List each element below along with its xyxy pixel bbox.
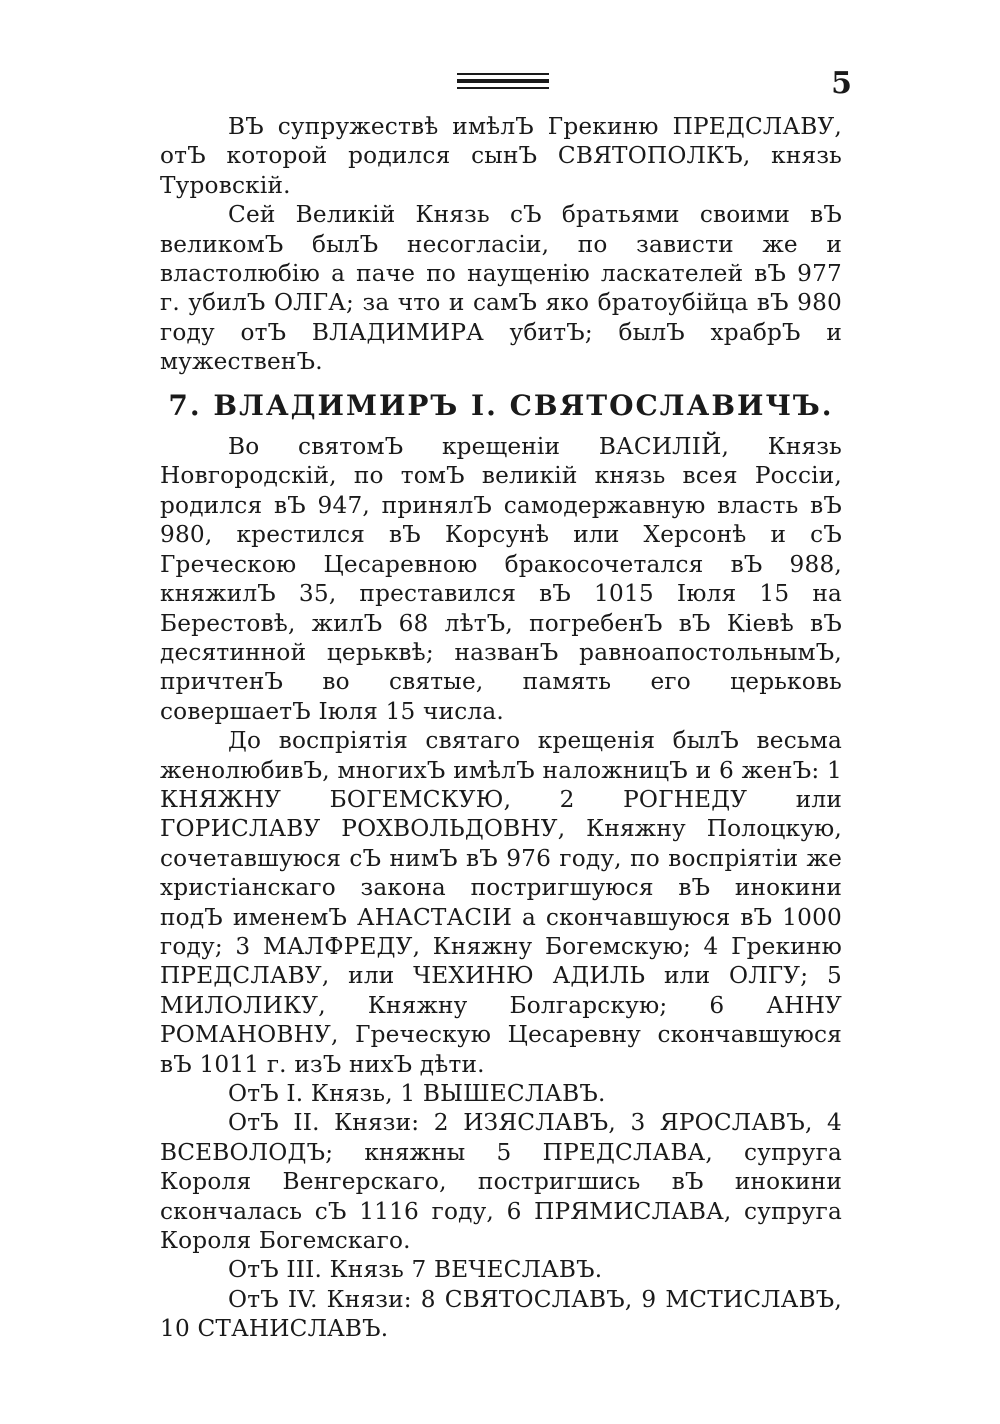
paragraph-grand-prince: Сей Великій Князь сЪ братьями своими вЪ великомЪ былЪ несогласіи, по зависти же и властолюбію а паче по наущенію ласкателей вЪ 977 г. убилЪ ОЛГА; за что и самЪ яко братоубійца вЪ 980 году отЪ ВЛАДИМИРА убитЪ; былЪ храбрЪ и мужественЪ. <box>160 201 842 376</box>
paragraph-baptism: Во святомЪ крещеніи ВАСИЛІЙ, Князь Новгородскій, по томЪ великій князь всея Россіи, родился вЪ 947, принялЪ самодержавную власть вЪ 980, крестился вЪ Корсунѣ или Херсонѣ и сЪ Греческою Цесаревною бракосочетался вЪ 988, княжилЪ 35, преставился вЪ 1015 Іюля 15 на Берестовѣ, жилЪ 68 лѣтЪ, погребенЪ вЪ Кіевѣ вЪ десятинной церьквѣ; названЪ равноапостольнымЪ, причтенЪ во святые, память его церьковь совершаетЪ Іюля 15 числа. <box>160 433 842 725</box>
section-heading: 7. ВЛАДИМИРЪ I. СВЯТОСЛАВИЧЪ. <box>168 388 834 422</box>
page-text <box>160 112 842 1344</box>
paragraph-children-4: ОтЪ IV. Князи: 8 СВЯТОСЛАВЪ, 9 МСТИСЛАВЪ, 10 СТАНИСЛАВЪ. <box>160 1285 842 1343</box>
header-ornament-rule <box>457 73 549 89</box>
paragraph-children-3: ОтЪ III. Князь 7 ВЕЧЕСЛАВЪ. <box>228 1256 603 1284</box>
paragraph-children-2: ОтЪ II. Князи: 2 ИЗЯСЛАВЪ, 3 ЯРОСЛАВЪ, 4 ВСЕВОЛОДЪ; княжны 5 ПРЕДСЛАВА, супруга Короля Венгерскаго, постригшись вЪ инокини скончалась сЪ 1116 году, 6 ПРЯМИСЛАВА, супруга Короля Богемскаго. <box>160 1109 842 1255</box>
page-number: 5 <box>831 66 852 101</box>
paragraph-wives: До воспріятія святаго крещенія былЪ весьма женолюбивЪ, многихЪ имѣлЪ наложницЪ и 6 женЪ: 1 КНЯЖНУ БОГЕМСКУЮ, 2 РОГНЕДУ или ГОРИСЛАВУ РОХВОЛЬДОВНУ, Княжну Полоцкую, сочетавшуюся сЪ нимЪ вЪ 976 году, по воспріятіи же христіанскаго закона постригшуюся вЪ инокини подЪ именемЪ АНАСТАСІИ а скончавшуюся вЪ 1000 году; 3 МАЛФРЕДУ, Княжну Богемскую; 4 Грекиню ПРЕДСЛАВУ, или ЧЕХИНЮ АДИЛЬ или ОЛГУ; 5 МИЛОЛИКУ, Княжну Болгарскую; 6 АННУ РОМАНОВНУ, Греческую Цесаревну скончавшуюся вЪ 1011 г. изЪ нихЪ дѣти. <box>160 727 842 1078</box>
paragraph-children-1: ОтЪ I. Князь, 1 ВЫШЕСЛАВЪ. <box>228 1080 606 1107</box>
paragraph-marriage: ВЪ супружествѣ имѣлЪ Грекиню ПРЕДСЛАВУ, отЪ которой родился сынЪ СВЯТОПОЛКЪ, князь Туровскій. <box>160 113 842 199</box>
